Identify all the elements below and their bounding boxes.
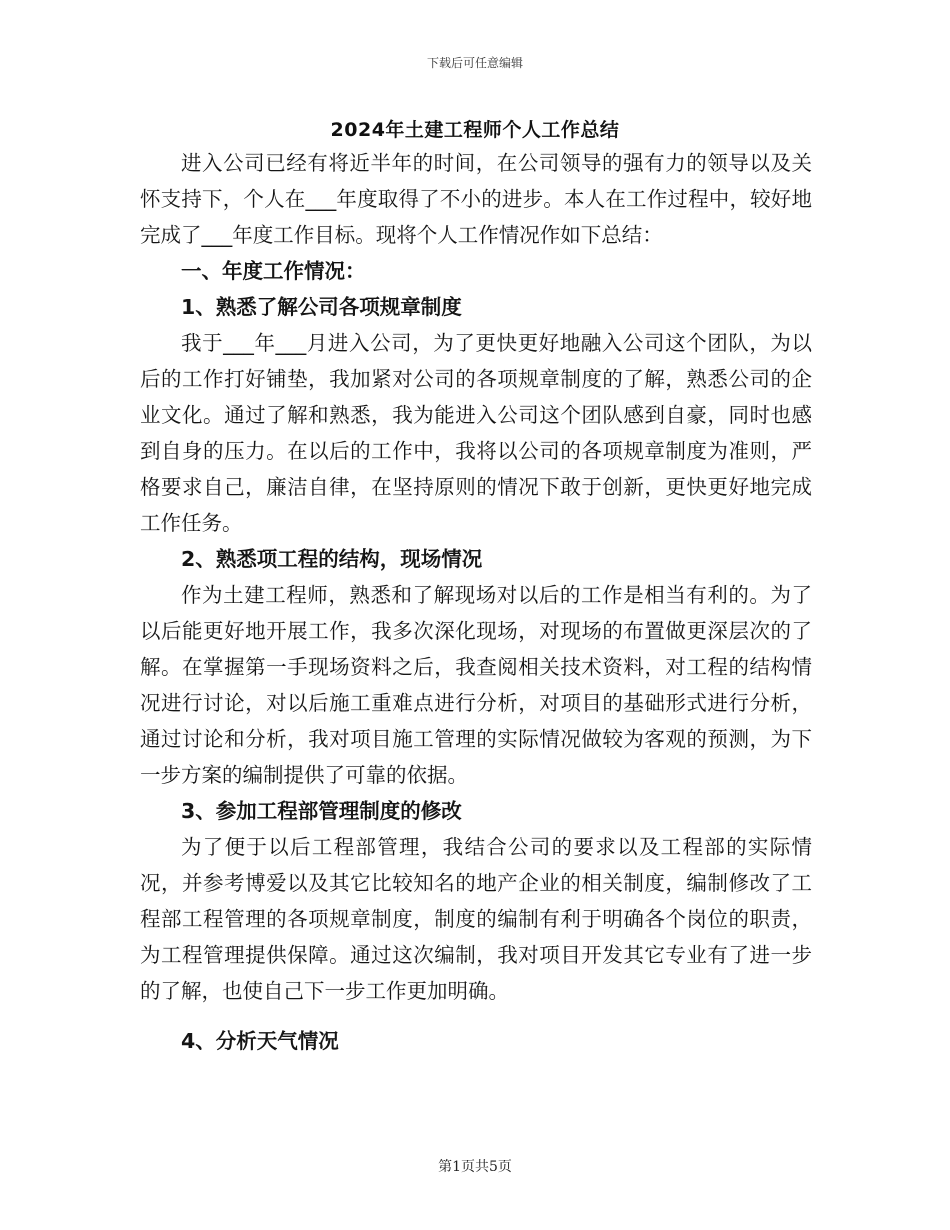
page-footer: 第1页共5页 <box>438 1159 512 1175</box>
document-title: 2024年土建工程师个人工作总结 <box>330 119 620 141</box>
header-note: 下载后可任意编辑 <box>426 56 523 70</box>
item-body-1: 我于___年___月进入公司，为了更快更好地融入公司这个团队，为以后的工作打好铺垫，我加紧对公司的各项规章制度的了解，熟悉公司的企业文化。通过了解和熟悉，我为能进入公司这个团队感到自豪，同时也感到自身的压力。在以后的工作中，我将以公司的各项规章制度为准则，严格要求自己，廉洁自律，在坚持原则的情况下敢于创新，更快更好地完成工作任务。 <box>140 331 812 535</box>
document-body <box>140 145 812 1059</box>
section-heading-annual-work: 一、年度工作情况： <box>181 259 366 283</box>
item-heading-1: 1、熟悉了解公司各项规章制度 <box>181 295 462 319</box>
item-heading-2: 2、熟悉项工程的结构，现场情况 <box>181 547 483 571</box>
intro-paragraph: 进入公司已经有将近半年的时间，在公司领导的强有力的领导以及关怀支持下，个人在___年度取得了不小的进步。本人在工作过程中，较好地完成了___年度工作目标。现将个人工作情况作如下总结： <box>140 151 812 247</box>
item-body-2: 作为土建工程师，熟悉和了解现场对以后的工作是相当有利的。为了以后能更好地开展工作，我多次深化现场，对现场的布置做更深层次的了解。在掌握第一手现场资料之后，我查阅相关技术资料，对工程的结构情况进行讨论，对以后施工重难点进行分析，对项目的基础形式进行分析，通过讨论和分析，我对项目施工管理的实际情况做较为客观的预测，为下一步方案的编制提供了可靠的依据。 <box>140 583 812 787</box>
item-heading-4: 4、分析天气情况 <box>181 1029 339 1053</box>
item-heading-3: 3、参加工程部管理制度的修改 <box>181 799 462 823</box>
item-body-3: 为了便于以后工程部管理，我结合公司的要求以及工程部的实际情况，并参考博爱以及其它比较知名的地产企业的相关制度，编制修改了工程部工程管理的各项规章制度，制度的编制有利于明确各个岗位的职责，为工程管理提供保障。通过这次编制，我对项目开发其它专业有了进一步的了解，也使自己下一步工作更加明确。 <box>140 835 812 1003</box>
